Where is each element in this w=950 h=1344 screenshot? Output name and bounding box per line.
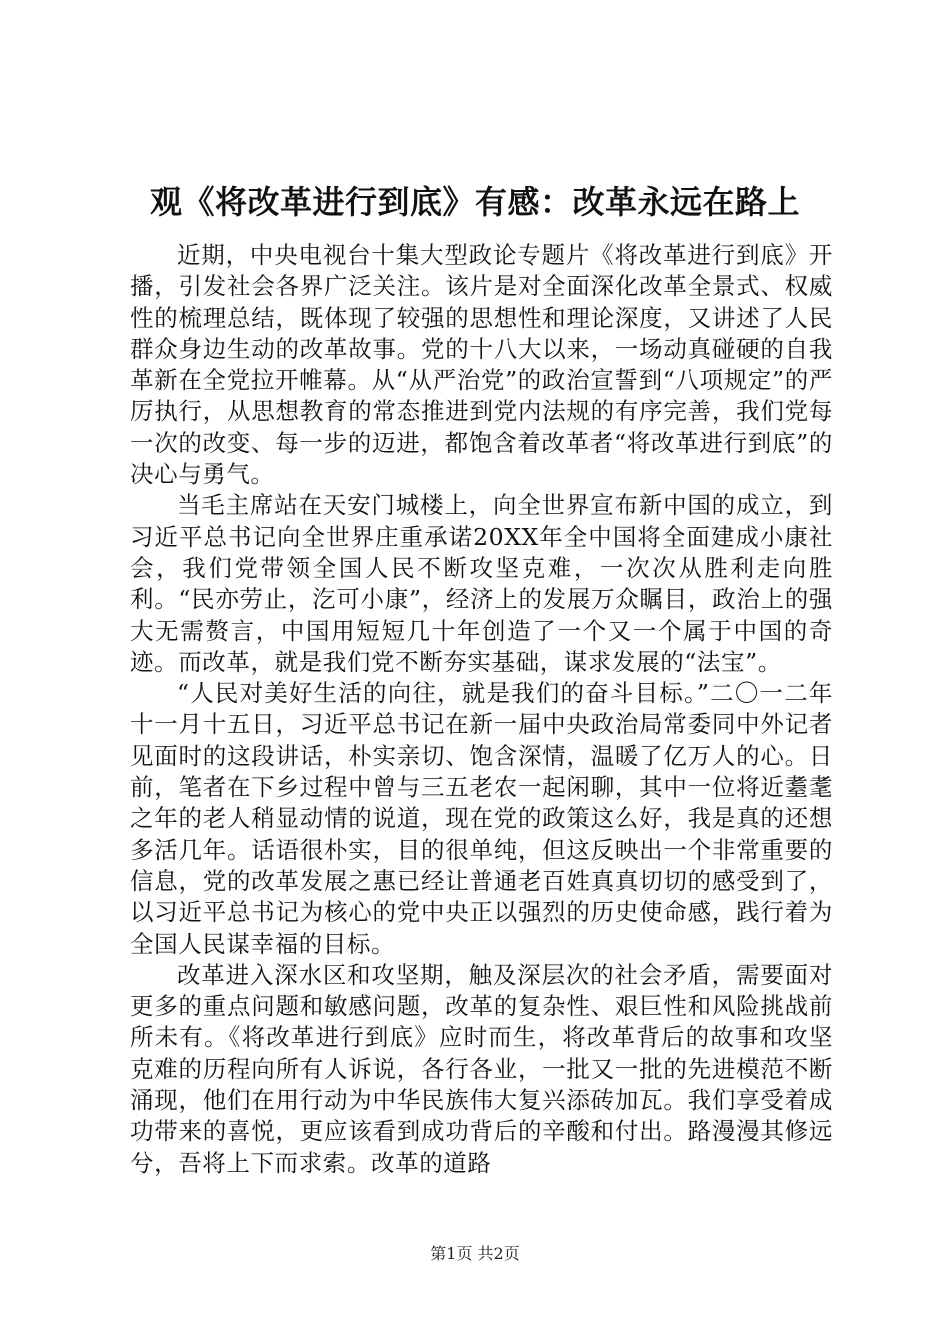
paragraph-1: 近期，中央电视台十集大型政论专题片《将改革进行到底》开播，引发社会各界广泛关注。该片是对全面深化改革全景式、权威性的梳理总结，既体现了较强的思想性和理论深度，又讲述了人民群众身边生动的改革故事。党的十八大以来，一场动真碰硬的自我革新在全党拉开帷幕。从“从严治党”的政治宣誓到“八项规定”的严厉执行，从思想教育的常态推进到党内法规的有序完善，我们党每一次的改变、每一步的迈进，都饱含着改革者“将改革进行到底”的决心与勇气。 (130, 241, 833, 489)
page-number: 第1页 共2页 (430, 1244, 520, 1263)
document-body (130, 240, 833, 1179)
paragraph-3: “人民对美好生活的向往，就是我们的奋斗目标。”二〇一二年十一月十五日，习近平总书记在新一届中央政治局常委同中外记者见面时的这段讲话，朴实亲切、饱含深情，温暖了亿万人的心。日前，笔者在下乡过程中曾与三五老农一起闲聊，其中一位将近耋耄之年的老人稍显动情的说道，现在党的政策这么好，我是真的还想多活几年。话语很朴实，目的很单纯，但这反映出一个非常重要的信息，党的改革发展之惠已经让普通老百姓真真切切的感受到了，以习近平总书记为核心的党中央正以强烈的历史使命感，践行着为全国人民谋幸福的目标。 (130, 679, 833, 958)
paragraph-2: 当毛主席站在天安门城楼上，向全世界宣布新中国的成立，到习近平总书记向全世界庄重承诺20XX年全中国将全面建成小康社会，我们党带领全国人民不断攻坚克难，一次次从胜利走向胜利。“民亦劳止，汔可小康”，经济上的发展万众瞩目，政治上的强大无需赘言，中国用短短几十年创造了一个又一个属于中国的奇迹。而改革，就是我们党不断夯实基础，谋求发展的“法宝”。 (130, 491, 833, 676)
paragraph-4: 改革进入深水区和攻坚期，触及深层次的社会矛盾，需要面对更多的重点问题和敏感问题，改革的复杂性、艰巨性和风险挑战前所未有。《将改革进行到底》应时而生，将改革背后的故事和攻坚克难的历程向所有人诉说，各行各业，一批又一批的先进模范不断涌现，他们在用行动为中华民族伟大复兴添砖加瓦。我们享受着成功带来的喜悦，更应该看到成功背后的辛酸和付出。路漫漫其修远兮，吾将上下而求索。改革的道路 (130, 960, 833, 1177)
document-title: 观《将改革进行到底》有感：改革永远在路上 (149, 183, 800, 221)
